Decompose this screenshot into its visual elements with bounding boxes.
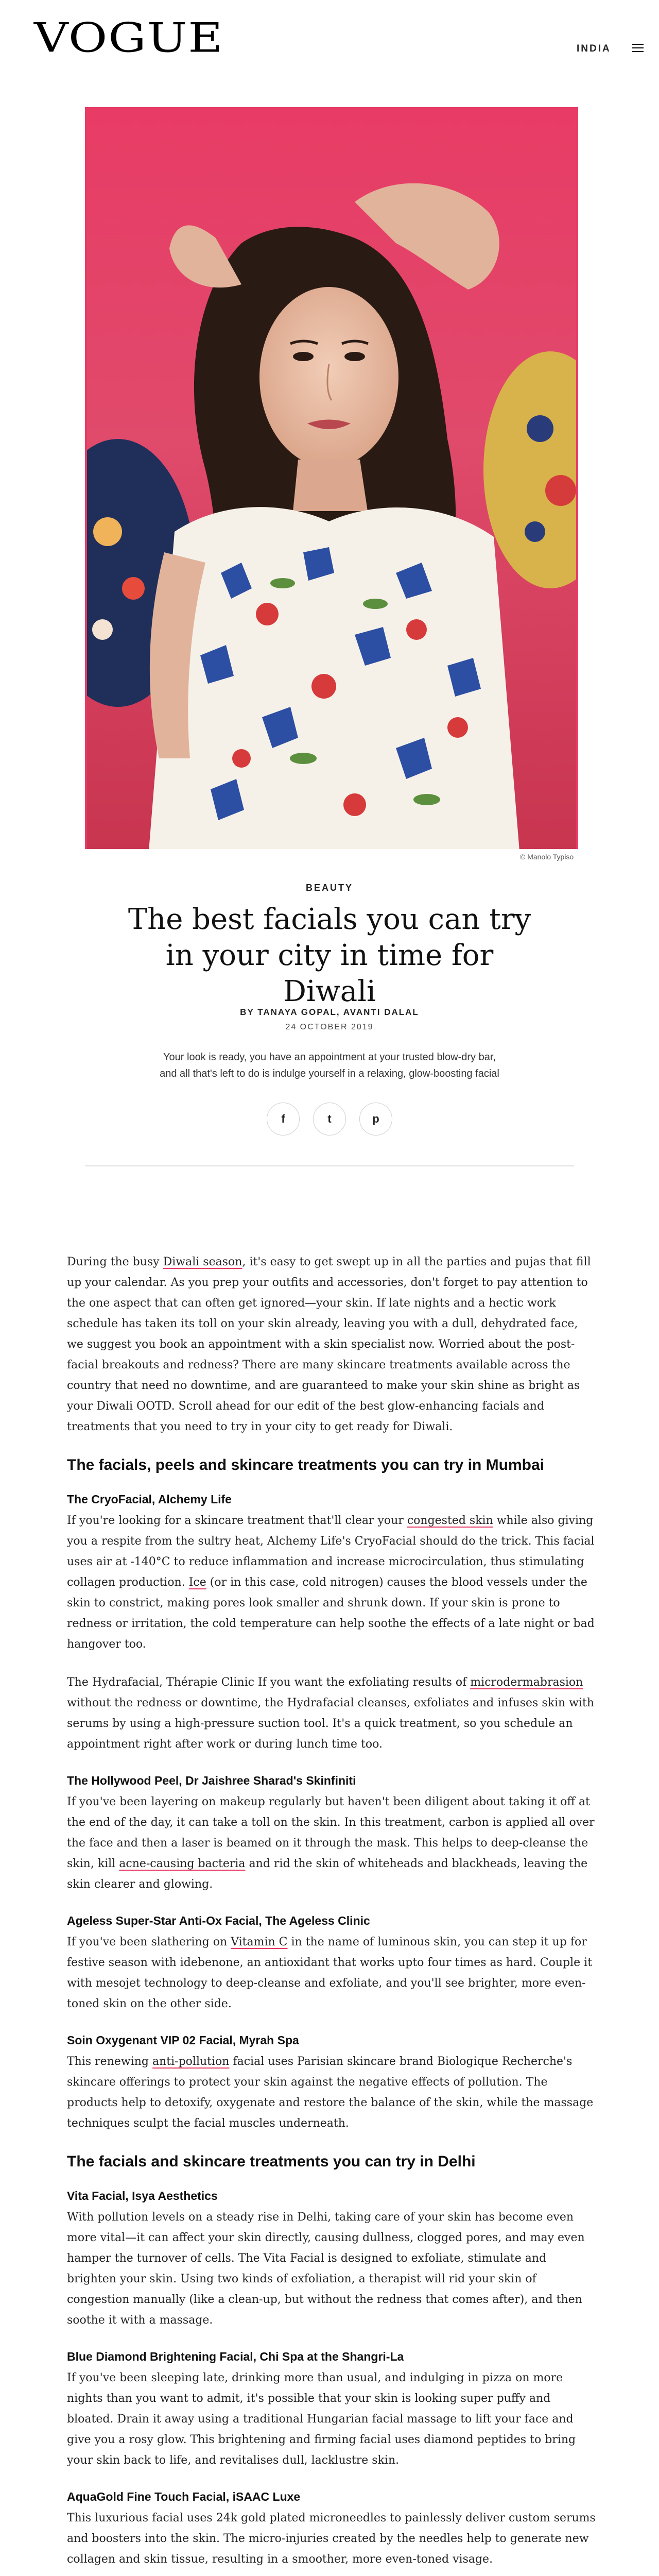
aquagold-paragraph: This luxurious facial uses 24k gold plated microneedles to painlessly deliver custom serums and boosters into the skin. The micro-injuries created by the needles help to generate new collagen and skin tissue, resulting in a smoother, more even-toned visage. [67,2512,596,2566]
title-divider [85,1165,574,1166]
aquagold-title: AquaGold Fine Touch Facial, iSAAC Luxe [67,2490,301,2503]
ice-link[interactable]: Ice [188,1576,206,1589]
article-byline[interactable]: BY TANAYA GOPAL, AVANTI DALAL [240,1007,419,1017]
delhi-heading: The facials and skincare treatments you can try in Delhi [67,2153,476,2170]
hollywood-peel-title: The Hollywood Peel, Dr Jaishree Sharad's Skinfiniti [67,1774,356,1787]
hero-illustration [87,109,578,849]
blue-diamond-paragraph: If you've been sleeping late, drinking more than usual, and indulging in pizza on more nights than you want to admit, it's possible that your skin is looking super puffy and bloated. Drain it away using a traditional Hungarian facial massage to lift your face and give you a rosy glow. This brightening and firming facial uses diamond peptides to bring your skin back to life, and revitalises dull, lacklustre skin. [67,2371,576,2467]
cryofacial-title: The CryoFacial, Alchemy Life [67,1493,232,1506]
microdermabrasion-link[interactable]: microdermabrasion [470,1676,583,1689]
acne-bacteria-link[interactable]: acne-causing bacteria [119,1857,246,1870]
soin-facial-paragraph: This renewing anti-pollution facial uses Parisian skincare brand Biologique Recherche's skincare offerings to protect your skin against the negative effects of pollution. The products help to detoxify, oxygenate and restore the balance of the skin, while the massage techniques sculpt the facial muscles underneath. [67,2055,594,2130]
blue-diamond-title: Blue Diamond Brightening Facial, Chi Spa at the Shangri-La [67,2350,404,2363]
vitamin-c-link[interactable]: Vitamin C [231,1936,288,1948]
soin-facial-title: Soin Oxygenant VIP 02 Facial, Myrah Spa [67,2033,299,2047]
region-selector[interactable]: INDIA [577,43,611,54]
hamburger-menu-icon[interactable] [631,41,645,55]
article-dek: Your look is ready, you have an appointment at your trusted blow-dry bar, and all that's left to do is indulge yourself in a relaxing, glow-boosting facial [160,1052,499,1079]
anti-pollution-link[interactable]: anti-pollution [152,2055,230,2068]
share-buttons [0,1103,659,1136]
cryofacial-paragraph: If you're looking for a skincare treatment that'll clear your congested skin while also giving you a respite from the sultry heat, Alchemy Life's CryoFacial should do the trick. This facial uses air at -140°C to reduce inflammation and increase microcirculation, thus stimulating collagen production. Ice (or in this case, cold nitrogen) causes the blood vessels under the skin to constrict, making pores look smaller and shrunk down. If your skin is prone to redness or irritation, the cold temperature can help soothe the effects of a late night or bad hangover too. [67,1514,595,1651]
facebook-share-icon[interactable]: f [267,1103,300,1136]
diwali-season-link[interactable]: Diwali season [163,1256,242,1268]
vita-facial-title: Vita Facial, Isya Aesthetics [67,2189,218,2202]
article-body [67,1252,597,2576]
site-header [0,0,659,76]
publish-date: 24 OCTOBER 2019 [285,1023,374,1031]
article-title: The best facials you can try in your city in time for Diwali [128,903,531,1008]
photo-credit: © Manolo Typiso [520,853,574,861]
hydrafacial-paragraph: The Hydrafacial, Thérapie Clinic If you want the exfoliating results of microdermabrasion without the redness or downtime, the Hydrafacial cleanses, exfoliates and infuses skin with serums by using a high-pressure suction tool. It's a quick treatment, so you schedule an appointment right after work or during lunch time too. [67,1676,595,1751]
congested-skin-link[interactable]: congested skin [407,1514,493,1527]
intro-paragraph: During the busy Diwali season, it's easy to get swept up in all the parties and pujas that fill up your calendar. As you prep your outfits and accessories, don't forget to pay attention to the one aspect that can often get ignored—your skin. If late nights and a hectic work schedule has taken its toll on your skin already, leaving you with a dull, dehydrated face, we suggest you book an appointment with a skin specialist now. Worried about the post-facial breakouts and redness? There are many skincare treatments available across the country that need no downtime, and are guaranteed to make your skin shine as bright as your Diwali OOTD. Scroll ahead for our edit of the best glow-enhancing facials and treatments that you need to try in your city to get ready for Diwali. [67,1256,591,1433]
category-label[interactable]: BEAUTY [305,883,353,893]
mumbai-heading: The facials, peels and skincare treatments you can try in Mumbai [67,1456,544,1473]
pinterest-share-icon[interactable]: p [359,1103,392,1136]
vogue-logo[interactable]: VOGUE [34,14,224,61]
ageless-facial-title: Ageless Super-Star Anti-Ox Facial, The Ageless Clinic [67,1914,370,1927]
hero-image [85,107,578,849]
ageless-facial-paragraph: If you've been slathering on Vitamin C in the name of luminous skin, you can step it up for festive season with idebenone, an antioxidant that works upto four times as hard. Couple it with mesojet technology to deep-cleanse and exfoliate, and you'll see brighter, more even-toned skin on the other side. [67,1936,593,2010]
hollywood-peel-paragraph: If you've been layering on makeup regularly but haven't been diligent about taking it off at the end of the day, it can take a toll on the skin. In this treatment, carbon is applied all over the face and then a laser is beamed on it through the mask. This helps to deep-cleanse the skin, kill acne-causing bacteria and rid the skin of whiteheads and blackheads, leaving the skin clearer and glowing. [67,1795,595,1891]
vita-facial-paragraph: With pollution levels on a steady rise in Delhi, taking care of your skin has become even more vital—it can affect your skin directly, causing dullness, clogged pores, and may even hamper the turnover of cells. The Vita Facial is designed to exfoliate, stimulate and brighten your skin. Using two kinds of exfoliation, a therapist will rid your skin of congestion manually (like a clean-up, but without the redness that comes after), and then soothe it with a massage. [67,2211,585,2327]
twitter-share-icon[interactable]: t [313,1103,346,1136]
